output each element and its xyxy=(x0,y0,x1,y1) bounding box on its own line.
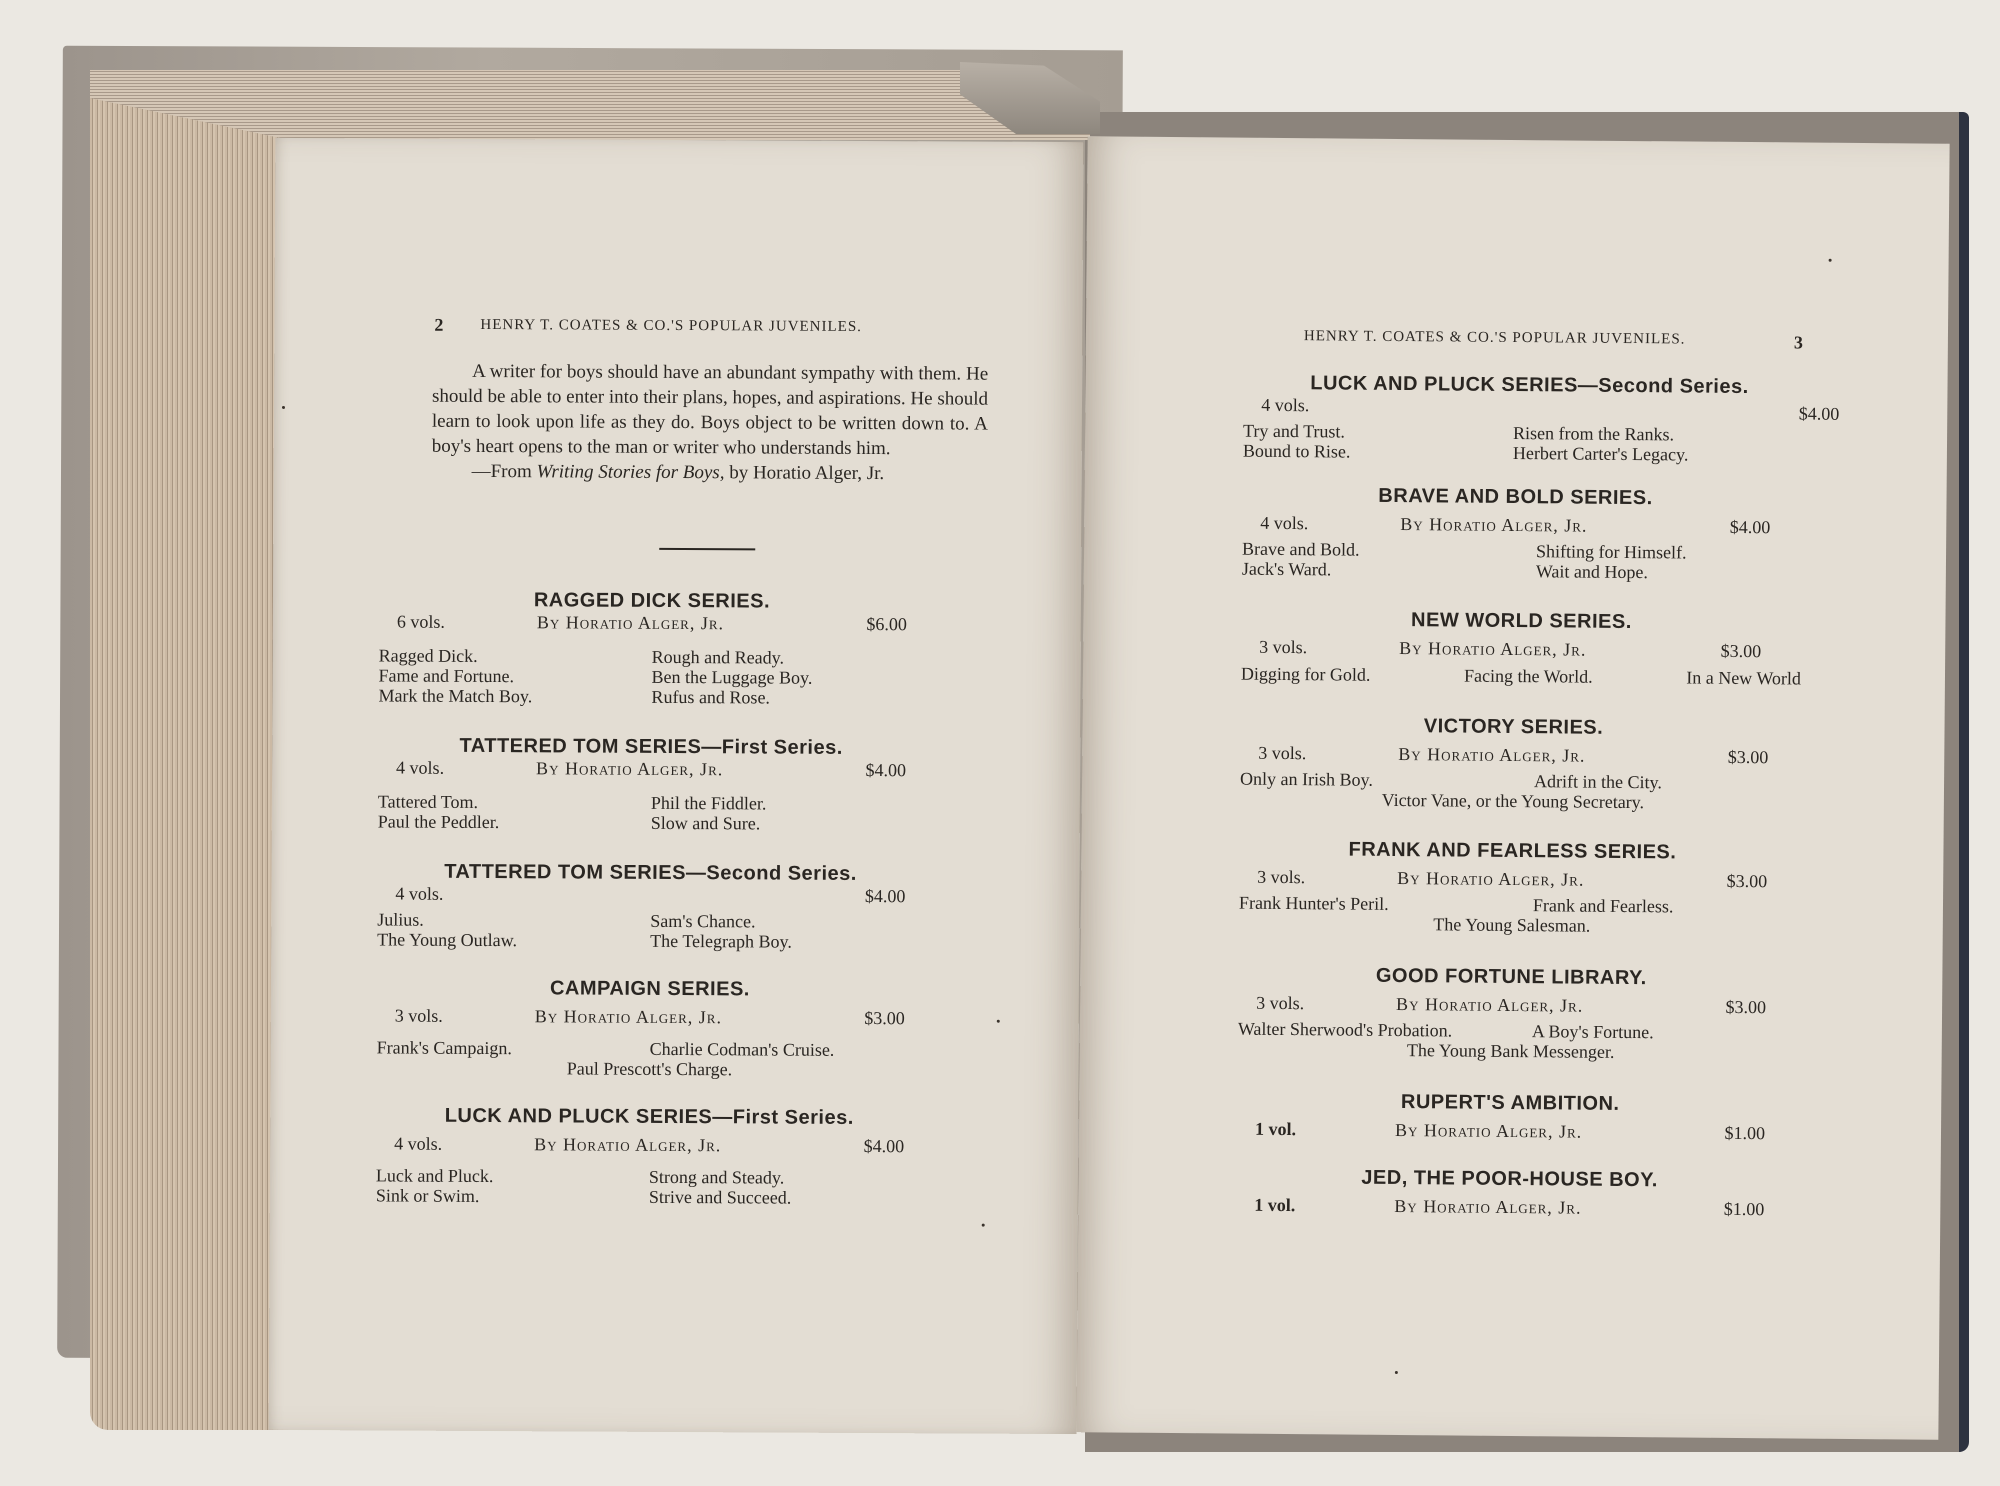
series-author: By Horatio Alger, Jr. xyxy=(1394,1195,1582,1218)
series-title: GOOD FORTUNE LIBRARY. xyxy=(1375,964,1647,990)
series-title: CAMPAIGN SERIES. xyxy=(549,977,750,1001)
series-brave-and-bold xyxy=(1242,484,1789,584)
source-prefix: —From xyxy=(471,460,532,483)
series-meta xyxy=(378,757,924,786)
volume-count: 3 vols. xyxy=(1256,992,1305,1014)
epigraph-source xyxy=(432,459,988,487)
book-title: Sink or Swim. xyxy=(375,1185,480,1206)
series-meta xyxy=(1241,637,1801,668)
series-meta xyxy=(377,883,923,912)
book-title: Mark the Match Boy. xyxy=(378,685,533,707)
epigraph-text: A writer for boys should have an abundant sympathy with them. He should be able to enter into their plans, hopes, and aspirations. He should learn to look upon life as they do. Boys object to be written down to. A boy's heart opens to the man or writer who understands him. xyxy=(431,360,989,460)
ink-speck xyxy=(997,1020,1000,1023)
volume-count: 3 vols. xyxy=(394,1005,443,1026)
book-title: Walter Sherwood's Probation. xyxy=(1237,1018,1453,1041)
ink-speck xyxy=(1829,259,1832,262)
book-title: Victor Vane, or the Young Secretary. xyxy=(1381,789,1645,813)
book-title: Sam's Chance. xyxy=(650,910,756,932)
series-jed-the-poor-house-boy xyxy=(1236,1166,1782,1226)
series-title: RUPERT'S AMBITION. xyxy=(1400,1091,1620,1115)
book-title: Ragged Dick. xyxy=(378,645,478,666)
title-list xyxy=(1240,769,1786,814)
series-author: By Horatio Alger, Jr. xyxy=(1400,514,1588,536)
title-list xyxy=(376,1165,922,1208)
title-list xyxy=(377,909,923,952)
title-list xyxy=(378,791,924,834)
series-price: $4.00 xyxy=(1729,516,1771,538)
series-meta xyxy=(376,1133,922,1162)
series-new-world xyxy=(1241,608,1802,690)
title-list xyxy=(1239,893,1785,938)
page-edges xyxy=(90,70,300,1430)
book-title: Bound to Rise. xyxy=(1242,440,1351,462)
epigraph xyxy=(432,359,989,487)
book-title: Herbert Carter's Legacy. xyxy=(1512,442,1689,465)
series-meta xyxy=(1237,1119,1783,1150)
series-meta xyxy=(1239,867,1785,898)
book-title: The Young Salesman. xyxy=(1433,914,1591,936)
book-title: Only an Irish Boy. xyxy=(1239,768,1373,790)
series-title: LUCK AND PLUCK SERIES—First Series. xyxy=(444,1104,854,1129)
series-good-fortune xyxy=(1238,964,1785,1064)
book-title: Brave and Bold. xyxy=(1241,538,1360,560)
book-title: Frank Hunter's Peril. xyxy=(1238,892,1389,914)
book-title: Slow and Sure. xyxy=(650,812,761,834)
series-author: By Horatio Alger, Jr. xyxy=(1396,993,1584,1016)
series-price: $3.00 xyxy=(1725,996,1767,1018)
title-list xyxy=(1238,1019,1784,1064)
title-list xyxy=(1242,539,1788,584)
book-title: Jack's Ward. xyxy=(1241,558,1332,580)
series-tattered-tom-first xyxy=(378,734,925,834)
book-title: A Boy's Fortune. xyxy=(1531,1021,1654,1043)
book-title: Wait and Hope. xyxy=(1535,561,1649,583)
series-luck-and-pluck-second xyxy=(1242,372,1840,466)
running-head: HENRY T. COATES & CO.'S POPULAR JUVENILES. xyxy=(1303,328,1686,348)
book-title: Frank's Campaign. xyxy=(376,1037,512,1059)
series-price: $1.00 xyxy=(1724,1122,1766,1144)
volume-count: 3 vols. xyxy=(1259,636,1308,658)
title-list xyxy=(1243,421,1815,466)
series-title: VICTORY SERIES. xyxy=(1423,715,1604,739)
book-title: The Young Outlaw. xyxy=(377,929,518,951)
series-author: By Horatio Alger, Jr. xyxy=(1399,638,1587,660)
title-list xyxy=(376,1037,922,1080)
series-meta xyxy=(1238,993,1784,1024)
book-title: Strong and Steady. xyxy=(648,1166,785,1188)
series-title: LUCK AND PLUCK SERIES—Second Series. xyxy=(1310,372,1749,399)
series-author: By Horatio Alger, Jr. xyxy=(1394,1119,1583,1142)
series-meta xyxy=(377,1005,923,1034)
series-price: $3.00 xyxy=(864,1007,905,1029)
series-victory xyxy=(1240,714,1787,814)
series-price: $4.00 xyxy=(864,885,906,907)
page-number: 2 xyxy=(434,314,444,335)
book-title: Fame and Fortune. xyxy=(378,665,515,687)
series-title: BRAVE AND BOLD SERIES. xyxy=(1378,484,1653,510)
series-author: By Horatio Alger, Jr. xyxy=(536,612,725,634)
right-page xyxy=(1076,136,1949,1439)
ink-speck xyxy=(1395,1371,1398,1374)
book-title: Strive and Succeed. xyxy=(648,1186,792,1208)
book-title: In a New World xyxy=(1686,667,1802,689)
book-title: Julius. xyxy=(377,909,424,930)
series-author: By Horatio Alger, Jr. xyxy=(536,758,724,780)
source-author: by Horatio Alger, Jr. xyxy=(729,462,885,485)
book-title: Paul Prescott's Charge. xyxy=(566,1058,733,1080)
book-title: Tattered Tom. xyxy=(377,791,479,812)
ink-speck xyxy=(982,1224,985,1227)
volume-count: 4 vols. xyxy=(394,1133,443,1154)
book-title: Facing the World. xyxy=(1463,665,1593,687)
series-title: TATTERED TOM SERIES—Second Series. xyxy=(444,860,857,885)
series-campaign xyxy=(376,976,923,1080)
book-title: Rufus and Rose. xyxy=(651,686,771,708)
page-number: 3 xyxy=(1793,332,1803,353)
volume-count: 1 vol. xyxy=(1254,1194,1296,1216)
series-author: By Horatio Alger, Jr. xyxy=(1398,743,1586,766)
book-title: Ben the Luggage Boy. xyxy=(651,666,813,688)
series-price: $4.00 xyxy=(865,759,907,781)
series-price: $3.00 xyxy=(1727,746,1769,768)
volume-count: 4 vols. xyxy=(1260,512,1309,534)
book-title: Digging for Gold. xyxy=(1240,663,1371,685)
volume-count: 4 vols. xyxy=(1261,394,1310,416)
series-ruperts-ambition xyxy=(1237,1090,1783,1150)
series-price: $6.00 xyxy=(866,613,907,635)
divider-rule xyxy=(659,548,755,551)
series-author: By Horatio Alger, Jr. xyxy=(534,1134,722,1156)
volume-count: 3 vols. xyxy=(1257,866,1306,888)
book-title: Try and Trust. xyxy=(1243,420,1346,442)
book-title: Risen from the Ranks. xyxy=(1513,422,1675,445)
book-title: Charlie Codman's Cruise. xyxy=(649,1038,835,1060)
series-price: $1.00 xyxy=(1723,1198,1765,1220)
series-price: $4.00 xyxy=(863,1135,905,1157)
series-meta xyxy=(1242,513,1788,544)
running-head: HENRY T. COATES & CO.'S POPULAR JUVENILES. xyxy=(480,316,862,335)
title-list xyxy=(378,645,924,708)
volume-count: 3 vols. xyxy=(1258,742,1307,764)
book-title: Frank and Fearless. xyxy=(1532,895,1674,917)
volume-count: 4 vols. xyxy=(395,883,444,904)
series-title: TATTERED TOM SERIES—First Series. xyxy=(459,734,843,759)
volume-count: 4 vols. xyxy=(396,757,445,778)
book-title: Rough and Ready. xyxy=(651,646,785,668)
series-author: By Horatio Alger, Jr. xyxy=(534,1006,723,1028)
series-meta xyxy=(379,611,925,640)
series-price: $3.00 xyxy=(1720,640,1762,662)
series-ragged-dick xyxy=(378,588,925,708)
volume-count: 1 vol. xyxy=(1254,1118,1297,1140)
book-title: Phil the Fiddler. xyxy=(650,792,767,814)
book-title: Shifting for Himself. xyxy=(1535,541,1687,563)
series-price: $3.00 xyxy=(1726,870,1768,892)
series-author: By Horatio Alger, Jr. xyxy=(1397,867,1585,890)
volume-count: 6 vols. xyxy=(396,611,445,632)
book-title: The Young Bank Messenger. xyxy=(1406,1040,1615,1062)
series-title: RAGGED DICK SERIES. xyxy=(533,589,771,613)
page-stack-top xyxy=(90,70,1090,140)
left-page xyxy=(269,138,1084,1434)
series-title: FRANK AND FEARLESS SERIES. xyxy=(1348,838,1677,864)
series-frank-and-fearless xyxy=(1239,838,1786,938)
series-price: $4.00 xyxy=(1798,403,1840,424)
series-title: JED, THE POOR-HOUSE BOY. xyxy=(1361,1166,1658,1192)
series-meta xyxy=(1236,1195,1782,1226)
series-meta xyxy=(1243,394,1840,426)
series-tattered-tom-second xyxy=(377,860,923,952)
book-title: Paul the Peddler. xyxy=(377,811,500,833)
source-title: Writing Stories for Boys, xyxy=(536,461,725,484)
book-title: The Telegraph Boy. xyxy=(650,930,792,952)
series-luck-and-pluck-first xyxy=(376,1104,923,1208)
book-title: Luck and Pluck. xyxy=(375,1165,494,1187)
ink-speck xyxy=(282,406,285,409)
series-meta xyxy=(1240,743,1786,774)
book-title: Adrift in the City. xyxy=(1533,771,1662,793)
series-title: NEW WORLD SERIES. xyxy=(1410,609,1632,634)
